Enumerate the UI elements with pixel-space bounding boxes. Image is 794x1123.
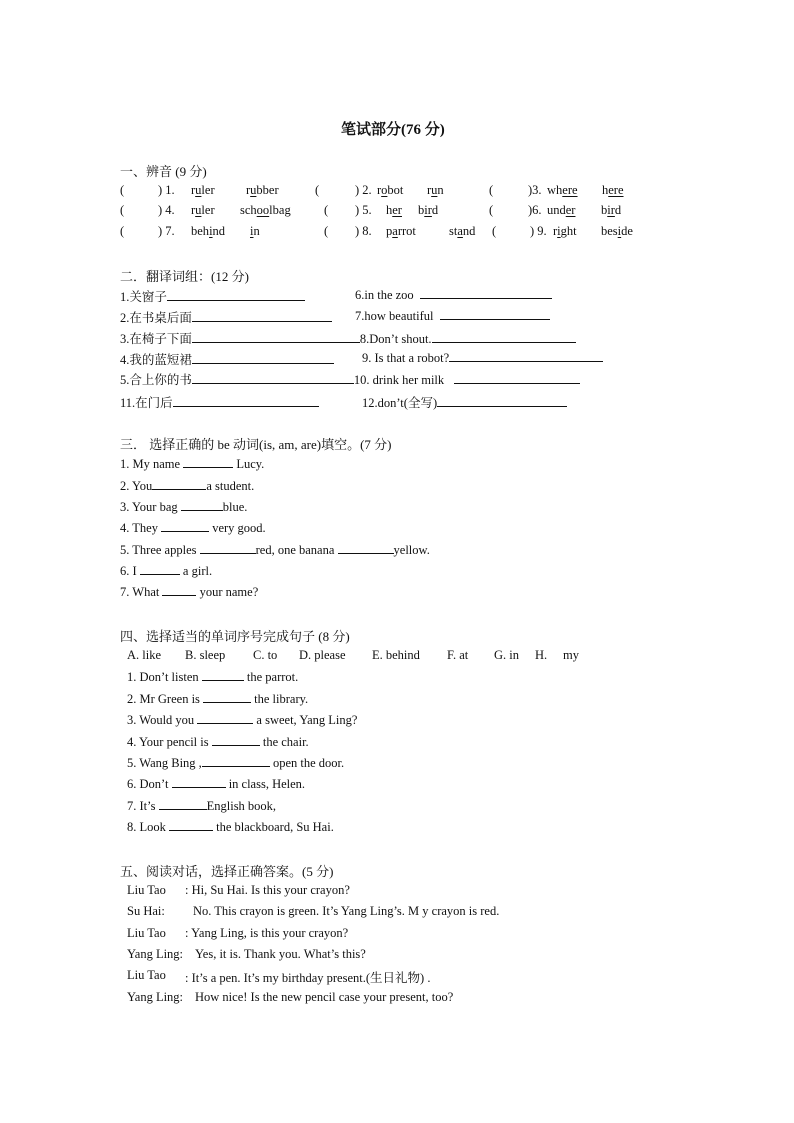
dialogue-text: No. This crayon is green. It’s Yang Ling’s. M y crayon is red. — [193, 904, 500, 918]
translate-item: 5.合上你的书 10. drink her milk — [120, 370, 580, 388]
paren-8: ( — [324, 224, 329, 238]
paren-2: ( — [315, 183, 320, 197]
item-number-1: ) 1. — [158, 183, 175, 197]
translate-item: 11.在门后 — [120, 393, 319, 411]
option-d: D. please — [299, 648, 346, 662]
fill-in-item: 3. Your bag blue. — [120, 500, 248, 514]
translate-item: 7.how beautiful — [355, 308, 550, 324]
fill-in-item: 5. Three apples red, one banana yellow. — [120, 543, 430, 557]
word-7a: behind — [191, 224, 226, 238]
fill-in-item: 3. Would you a sweet, Yang Ling? — [127, 713, 358, 727]
word-9b: beside — [601, 224, 633, 238]
word-9a: right — [553, 224, 577, 238]
section-5-heading: 五、阅读对话，选择正确答案。(5 分) — [120, 864, 334, 879]
word-8b: stand — [449, 224, 476, 238]
item-number-3: )3. — [528, 183, 542, 197]
fill-in-item: 6. I a girl. — [120, 564, 213, 578]
paren-6: ( — [489, 203, 494, 217]
item-number-9: ) 9. — [530, 224, 547, 238]
option-h: H. — [535, 648, 548, 662]
dialogue-text: : It’s a pen. It’s my birthday present.(生日礼物) . — [185, 971, 431, 985]
option-c: C. to — [253, 648, 278, 662]
word-5a: her — [386, 203, 402, 217]
dialogue-speaker: Yang Ling: — [127, 990, 184, 1004]
word-5b: bird — [418, 203, 439, 217]
paren-5: ( — [324, 203, 329, 217]
word-7b: in — [250, 224, 260, 238]
item-number-6: )6. — [528, 203, 542, 217]
option-h-word: my — [563, 648, 579, 662]
fill-in-item: 1. My name Lucy. — [120, 457, 265, 471]
page-title: 笔试部分(76 分) — [341, 122, 445, 138]
translate-item: 1.关窗子 — [120, 287, 305, 305]
fill-in-item: 7. What your name? — [120, 585, 259, 599]
word-8a: parrot — [386, 224, 416, 238]
item-number-8: ) 8. — [355, 224, 372, 238]
fill-in-item: 2. You a student. — [120, 479, 255, 493]
section-3-heading: 三． 选择正确的 be 动词(is, am, are)填空。(7 分) — [120, 437, 392, 452]
dialogue-speaker: Liu Tao — [127, 968, 166, 982]
paren-4: ( — [120, 203, 125, 217]
word-2b: run — [427, 183, 444, 197]
dialogue-text: : Hi, Su Hai. Is this your crayon? — [185, 883, 350, 897]
dialogue-speaker: Liu Tao — [127, 883, 166, 897]
item-number-5: ) 5. — [355, 203, 372, 217]
fill-in-item: 6. Don’t in class, Helen. — [127, 777, 306, 791]
word-6b: bird — [601, 203, 622, 217]
translate-item: 4.我的蓝短裙 — [120, 350, 334, 368]
fill-in-item: 4. They very good. — [120, 521, 266, 535]
section-1-heading: 一、辨音 (9 分) — [120, 164, 207, 179]
dialogue-text: : Yang Ling, is this your crayon? — [185, 926, 349, 940]
option-b: B. sleep — [185, 648, 226, 662]
fill-in-item: 5. Wang Bing , open the door. — [127, 756, 345, 770]
word-4a: ruler — [191, 203, 215, 217]
paren-9: ( — [492, 224, 497, 238]
dialogue-speaker: Su Hai: — [127, 904, 165, 918]
option-e: E. behind — [372, 648, 420, 662]
item-number-7: ) 7. — [158, 224, 175, 238]
dialogue-text: How nice! Is the new pencil case your present, too? — [195, 990, 454, 1004]
item-number-4: ) 4. — [158, 203, 175, 217]
option-g: G. in — [494, 648, 519, 662]
word-2a: robot — [377, 183, 404, 197]
dialogue-speaker: Yang Ling: — [127, 947, 184, 961]
paren-3: ( — [489, 183, 494, 197]
word-1b: rubber — [246, 183, 279, 197]
translate-item: 12.don’t(全写) — [362, 393, 567, 411]
fill-in-item: 8. Look the blackboard, Su Hai. — [127, 820, 334, 834]
word-3b: here — [602, 183, 624, 197]
dialogue-text: Yes, it is. Thank you. What’s this? — [195, 947, 366, 961]
translate-item: 2.在书桌后面 — [120, 308, 332, 326]
item-number-2: ) 2. — [355, 183, 372, 197]
paren-1: ( — [120, 183, 125, 197]
fill-in-item: 1. Don’t listen the parrot. — [127, 670, 299, 684]
word-1a: ruler — [191, 183, 215, 197]
word-4b: schoolbag — [240, 203, 291, 217]
dialogue-speaker: Liu Tao — [127, 926, 166, 940]
translate-item: 3.在椅子下面 8.Don’t shout. — [120, 329, 576, 347]
word-3a: where — [547, 183, 578, 197]
fill-in-item: 4. Your pencil is the chair. — [127, 735, 309, 749]
section-2-heading: 二．翻译词组：(12 分) — [120, 269, 249, 284]
option-a: A. like — [127, 648, 162, 662]
fill-in-item: 7. It’s English book, — [127, 799, 277, 813]
translate-item: 9. Is that a robot? — [362, 350, 603, 366]
option-f: F. at — [447, 648, 469, 662]
paren-7: ( — [120, 224, 125, 238]
translate-item: 6.in the zoo — [355, 287, 552, 303]
fill-in-item: 2. Mr Green is the library. — [127, 692, 309, 706]
section-4-heading: 四、选择适当的单词序号完成句子 (8 分) — [120, 629, 350, 644]
word-6a: under — [547, 203, 576, 217]
